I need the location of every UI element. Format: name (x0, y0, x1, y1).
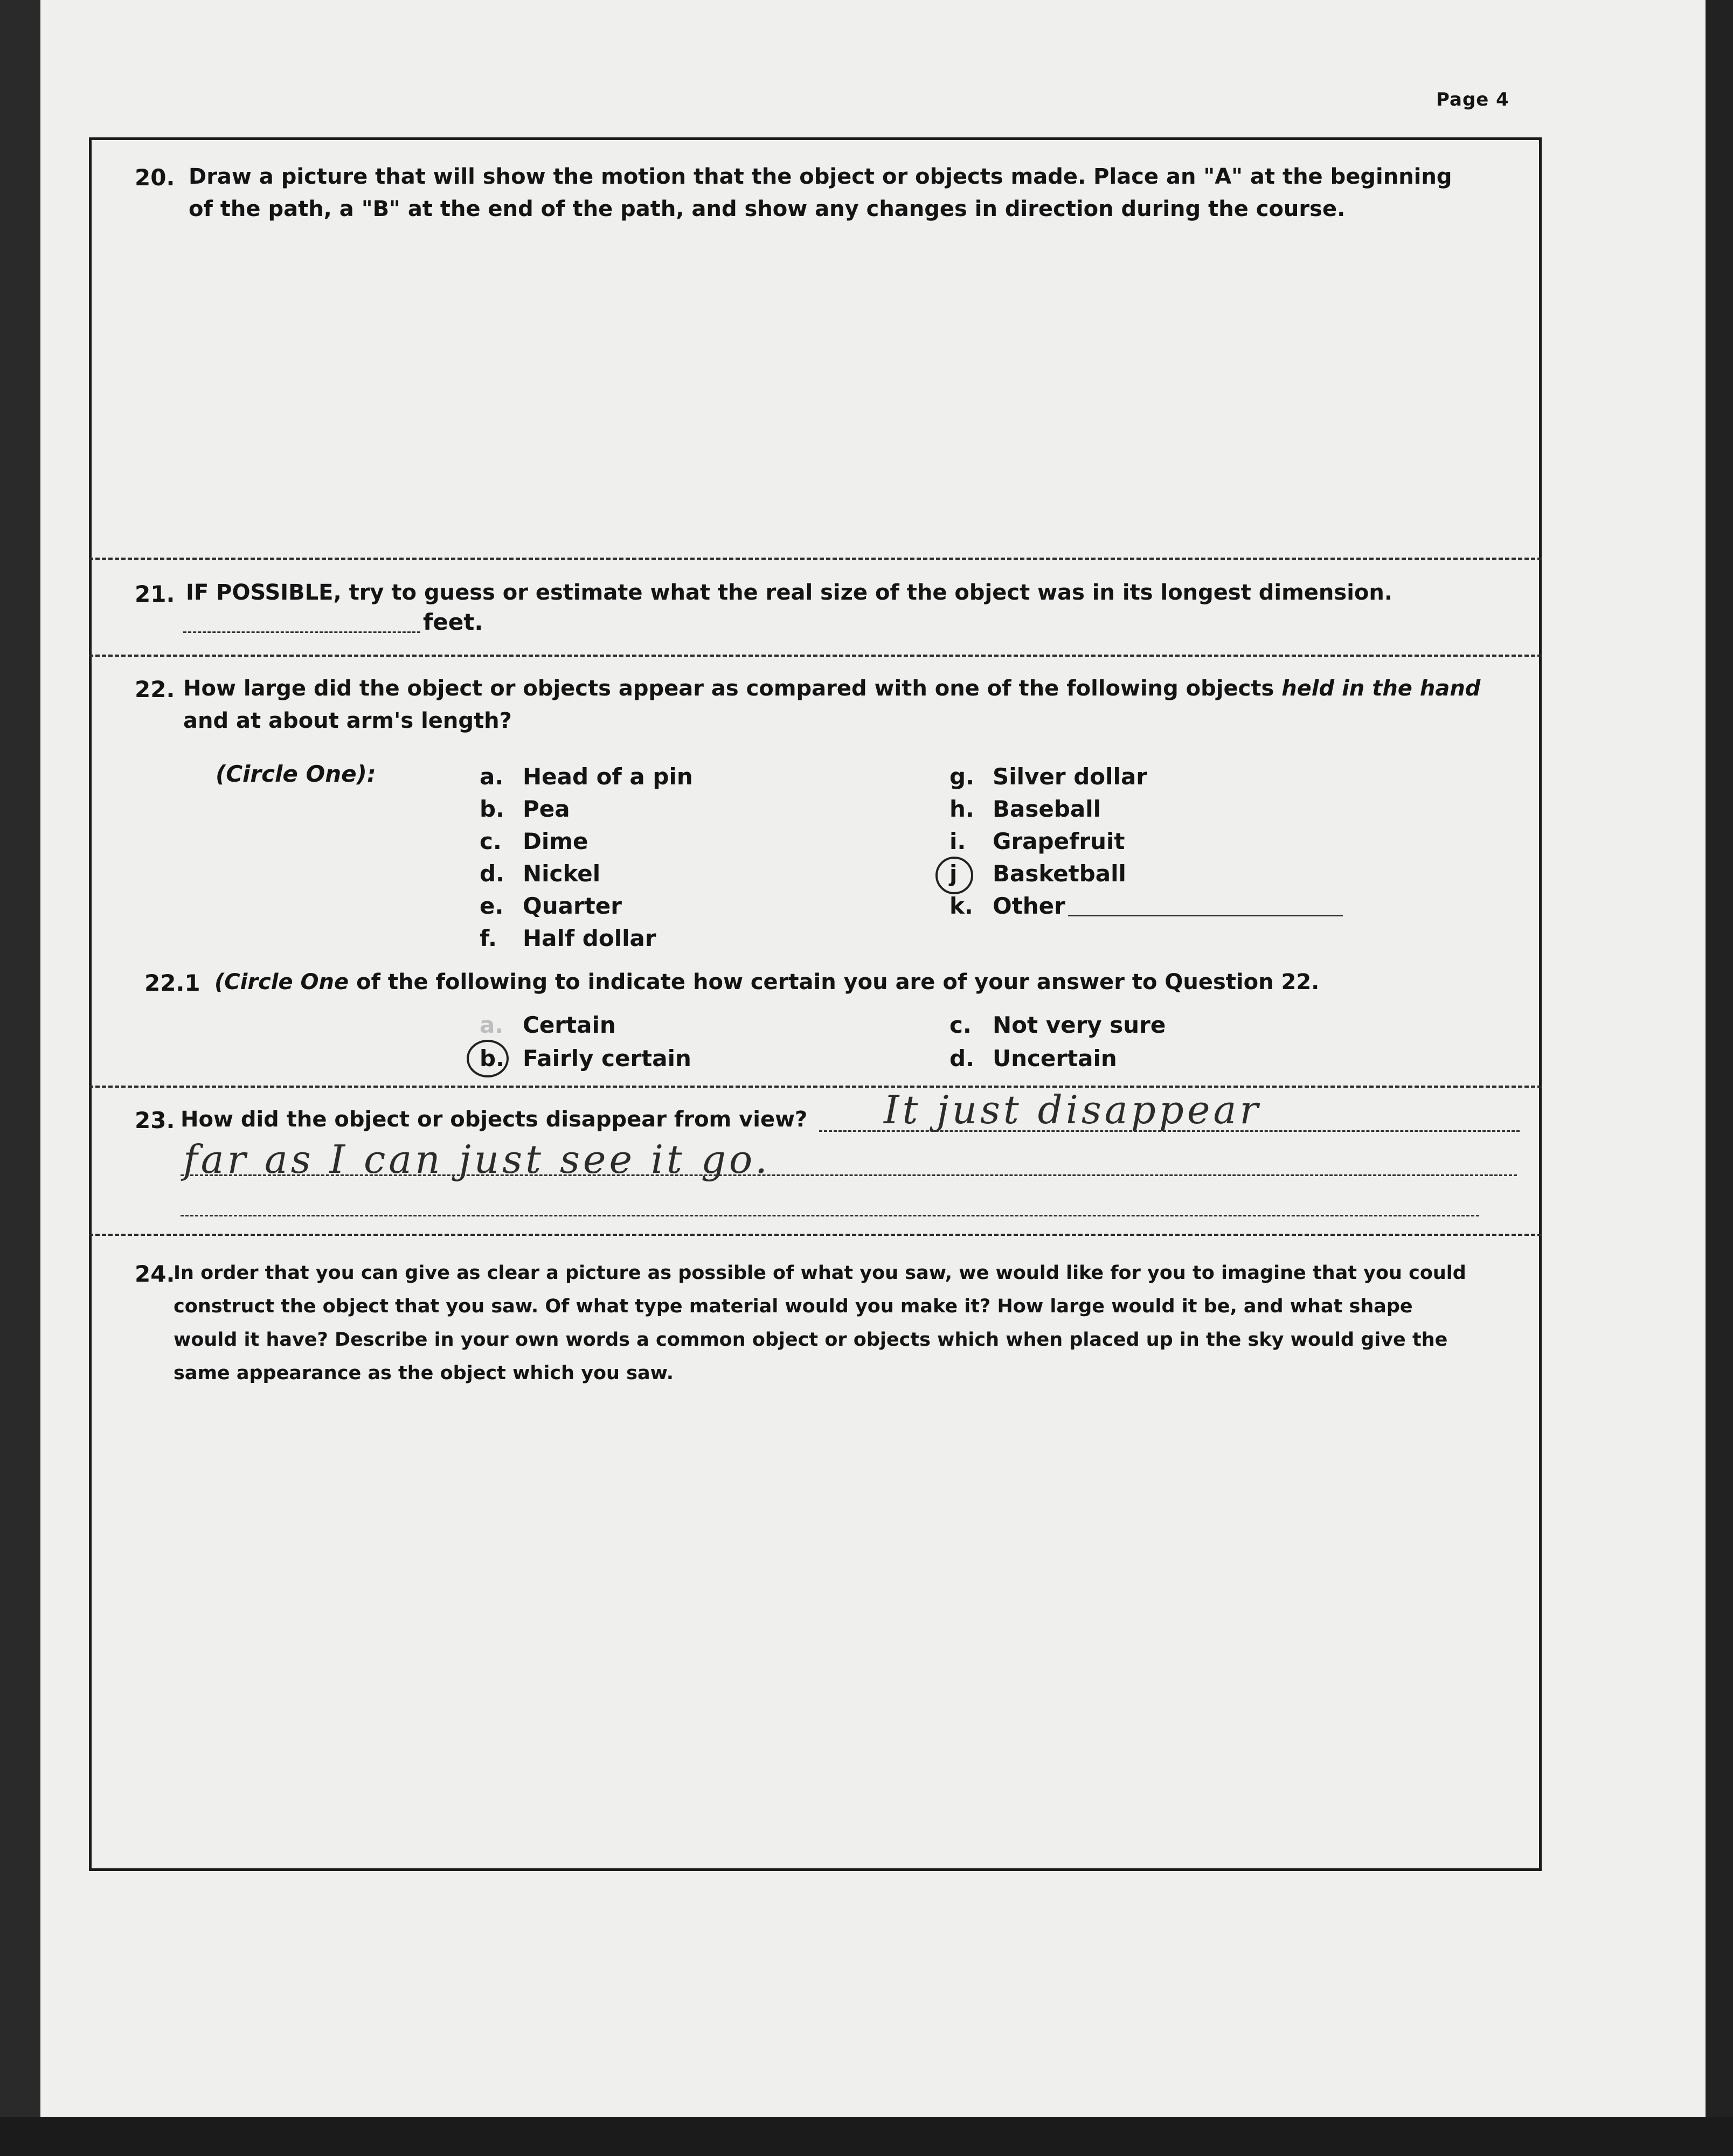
q22-option-e-letter: e. (480, 893, 504, 919)
q22-options-right (949, 761, 1147, 922)
q23-answer-line-1[interactable]: It just disappear (884, 1087, 1261, 1132)
q22-other-blank[interactable] (1068, 915, 1343, 916)
q22-option-d-letter: d. (480, 860, 505, 887)
q21-unit: feet. (423, 609, 483, 635)
q22-1-option-a[interactable] (480, 1009, 691, 1042)
q22-option-g-letter: g. (949, 763, 975, 790)
q22-option-f-label: Half dollar (523, 925, 656, 951)
q22-1-answer-circle (467, 1040, 509, 1077)
q23-question: How did the object or objects disappear from view? (181, 1107, 808, 1132)
q23-answer-rule-3 (181, 1215, 1479, 1216)
q22-number: 22. (135, 676, 175, 703)
q22-1-option-d[interactable] (949, 1042, 1166, 1075)
q24-question (174, 1256, 1531, 1390)
q22-1-options-left (480, 1009, 691, 1075)
q22-1-option-c-label: Not very sure (993, 1012, 1166, 1038)
q20-question (189, 161, 1514, 225)
q24-line-2: construct the object that you saw. Of what type material would you make it? How large would it be, and what shape (174, 1296, 1413, 1317)
q22-1-option-d-label: Uncertain (993, 1045, 1117, 1072)
q22-options-left (480, 761, 693, 955)
q20-drawing-area[interactable] (108, 242, 1520, 544)
q22-option-e[interactable] (480, 890, 693, 922)
q22-line-2: and at about arm's length? (183, 708, 512, 733)
q22-answer-circle (935, 857, 973, 894)
q24-line-4: same appearance as the object which you saw. (174, 1362, 674, 1384)
q20-line-1: Draw a picture that will show the motion that the object or objects made. Place an "A" at the beginning (189, 164, 1452, 189)
q22-option-b-label: Pea (523, 796, 570, 822)
q22-option-h[interactable] (949, 793, 1147, 825)
q22-instruction: (Circle One): (216, 761, 376, 787)
q22-line-1-emphasis: held in the hand (1281, 676, 1481, 701)
q22-option-k[interactable] (949, 890, 1147, 922)
q23-answer-rule-2 (181, 1174, 1517, 1176)
q22-option-c-letter: c. (480, 828, 502, 854)
q22-option-h-label: Baseball (993, 796, 1101, 822)
q22-option-c-label: Dime (523, 828, 588, 854)
scan-border-bottom (0, 2117, 1733, 2156)
q22-option-a-letter: a. (480, 763, 504, 790)
q22-option-h-letter: h. (949, 796, 974, 822)
scan-border-right (1706, 0, 1733, 2156)
q22-1-option-a-letter: a. (480, 1012, 504, 1038)
q22-line-1: How large did the object or objects appear as compared with one of the following objects (183, 676, 1282, 701)
separator-q21-q22 (89, 655, 1542, 657)
q23-answer-rule-1 (819, 1130, 1520, 1132)
q22-question (183, 672, 1520, 737)
q24-line-1: In order that you can give as clear a picture as possible of what you saw, we would like for you to imagine that you could (174, 1262, 1466, 1284)
q22-option-c[interactable] (480, 825, 693, 858)
q22-option-g-label: Silver dollar (993, 763, 1148, 790)
q21-answer-blank[interactable] (183, 631, 420, 633)
q22-option-a[interactable] (480, 761, 693, 793)
page-number: Page 4 (1436, 89, 1509, 110)
q22-1-text: of the following to indicate how certain you are of your answer to Question 22. (349, 970, 1320, 994)
q22-1-option-c-letter: c. (949, 1012, 972, 1038)
q22-option-j-letter: j (949, 860, 958, 887)
q22-option-e-label: Quarter (523, 893, 622, 919)
q23-answer-line-2[interactable]: far as I can just see it go. (183, 1137, 771, 1182)
separator-q23-q24 (89, 1234, 1542, 1236)
q22-option-d[interactable] (480, 858, 693, 890)
q21-number: 21. (135, 581, 175, 607)
q22-option-j[interactable] (949, 858, 1147, 890)
q22-option-b-letter: b. (480, 796, 505, 822)
q22-1-option-a-label: Certain (523, 1012, 616, 1038)
q23-number: 23. (135, 1107, 175, 1133)
q22-option-i[interactable] (949, 825, 1147, 858)
q20-line-2: of the path, a "B" at the end of the path, and show any changes in direction during the course. (189, 197, 1346, 221)
scan-border-left (0, 0, 40, 2156)
separator-q22-q23 (89, 1086, 1542, 1088)
q22-option-a-label: Head of a pin (523, 763, 693, 790)
q20-number: 20. (135, 164, 175, 191)
q22-1-number: 22.1 (144, 970, 200, 996)
q22-option-d-label: Nickel (523, 860, 601, 887)
q22-option-i-label: Grapefruit (993, 828, 1125, 854)
q22-option-i-letter: i. (949, 828, 966, 854)
q21-question: IF POSSIBLE, try to guess or estimate what the real size of the object was in its longest dimension. (186, 580, 1393, 605)
q22-1-option-b-letter: b. (480, 1045, 505, 1072)
q24-line-3: would it have? Describe in your own words a common object or objects which when placed up in the sky would give the (174, 1329, 1448, 1351)
q22-1-option-d-letter: d. (949, 1045, 975, 1072)
q22-option-f-letter: f. (480, 925, 497, 951)
q22-1-question (214, 966, 1519, 998)
q24-answer-area[interactable] (108, 1411, 1520, 1853)
q22-option-j-label: Basketball (993, 860, 1126, 887)
q22-option-g[interactable] (949, 761, 1147, 793)
q22-1-options-right (949, 1009, 1166, 1075)
q22-1-option-b[interactable] (480, 1042, 691, 1075)
q22-option-k-label: Other (993, 893, 1065, 919)
q22-option-b[interactable] (480, 793, 693, 825)
separator-q20-q21 (89, 558, 1542, 560)
q22-1-text-emphasis: (Circle One (214, 970, 349, 994)
q22-1-option-b-label: Fairly certain (523, 1045, 691, 1072)
q24-number: 24. (135, 1261, 175, 1287)
q22-option-f[interactable] (480, 922, 693, 955)
q22-1-option-c[interactable] (949, 1009, 1166, 1042)
q22-option-k-letter: k. (949, 893, 973, 919)
